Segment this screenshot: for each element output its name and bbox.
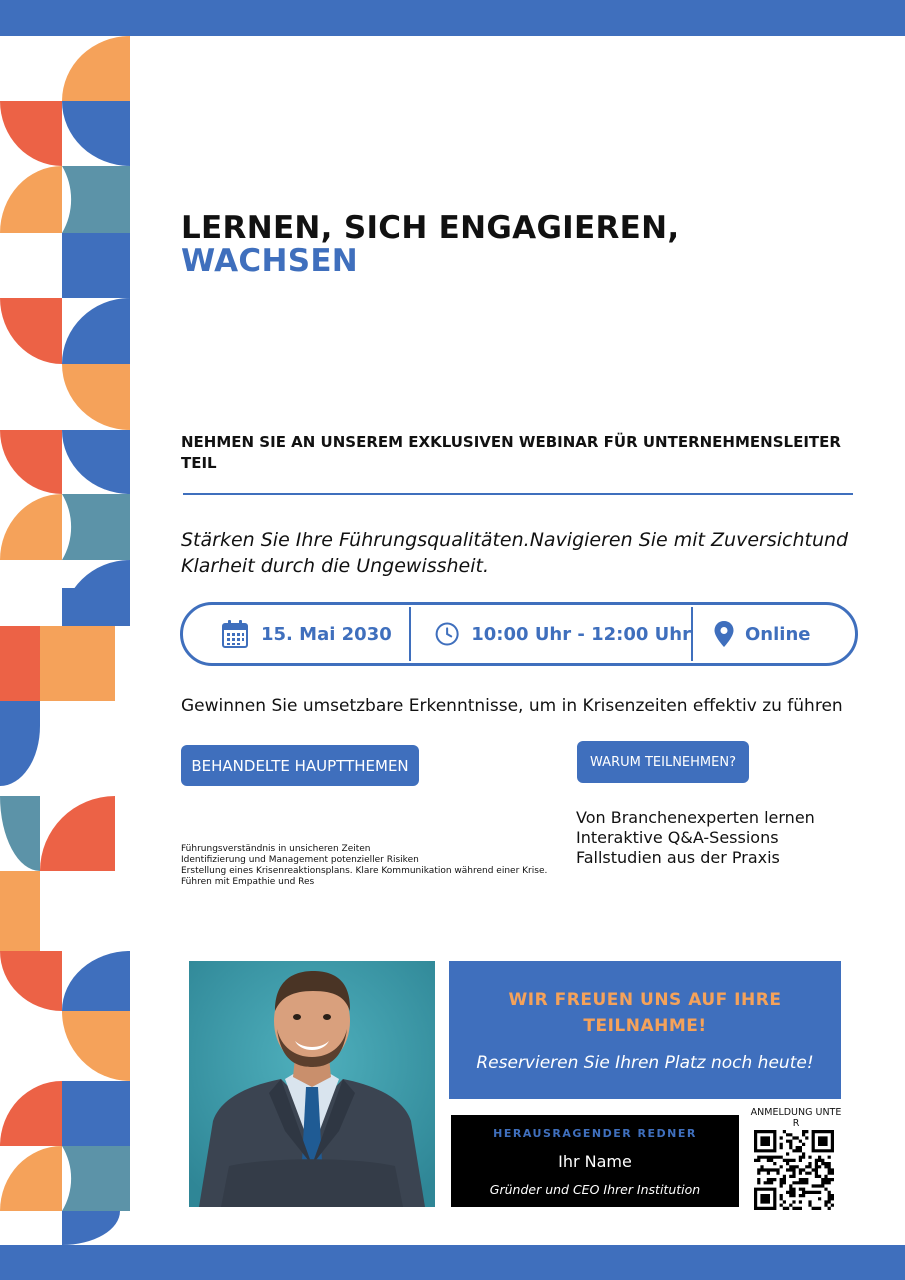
clock-icon bbox=[435, 619, 459, 649]
event-location-label: Online bbox=[745, 623, 811, 645]
speaker-role: Gründer und CEO Ihrer Institution bbox=[489, 1182, 701, 1197]
speaker-box bbox=[451, 1115, 739, 1207]
event-location bbox=[693, 605, 855, 663]
calendar-icon bbox=[221, 619, 249, 649]
list-item: Führen mit Empathie und Res bbox=[181, 877, 315, 887]
subtitle: NEHMEN SIE AN UNSEREM EXKLUSIVEN WEBINAR FÜR UNTERNEHMENSLEITER TEIL bbox=[181, 433, 841, 472]
event-date-label: 15. Mai 2030 bbox=[261, 623, 392, 645]
list-item: Führungsverständnis in unsicheren Zeiten bbox=[181, 844, 371, 854]
gain-text: Gewinnen Sie umsetzbare Erkenntnisse, um in Krisenzeiten effektiv zu führen bbox=[181, 696, 843, 716]
speaker-photo bbox=[189, 961, 435, 1207]
welcome-title: WIR FREUEN UNS AUF IHRE TEILNAHME! bbox=[508, 990, 782, 1036]
speaker-kicker: HERAUSRAGENDER REDNER bbox=[493, 1127, 697, 1140]
list-item: Von Branchenexperten lernen bbox=[576, 808, 815, 827]
top-bar bbox=[0, 0, 905, 36]
location-pin-icon bbox=[713, 620, 735, 648]
bottom-bar bbox=[0, 1245, 905, 1280]
list-item: Interaktive Q&A-Sessions bbox=[576, 828, 779, 847]
speaker-name: Ihr Name bbox=[558, 1152, 632, 1171]
divider bbox=[183, 493, 853, 495]
welcome-subtitle: Reservieren Sie Ihren Platz noch heute! bbox=[476, 1053, 814, 1073]
event-time-label: 10:00 Uhr - 12:00 Uhr bbox=[471, 623, 691, 645]
decorative-pattern bbox=[0, 36, 130, 1245]
qr-code-icon[interactable] bbox=[754, 1130, 834, 1210]
title-main: LERNEN, SICH ENGAGIEREN, bbox=[181, 210, 680, 246]
tagline: Stärken Sie Ihre Führungsqualitäten.Navigieren Sie mit Zuversichtund Klarheit durch die Ungewissheit. bbox=[181, 529, 849, 577]
why-attend-button[interactable]: WARUM TEILNEHMEN? bbox=[577, 741, 749, 783]
topics-list bbox=[181, 844, 561, 888]
registration-label: ANMELDUNG UNTER bbox=[750, 1107, 842, 1129]
event-info-bar bbox=[180, 602, 858, 666]
speaker-illustration bbox=[189, 961, 435, 1207]
page-title bbox=[181, 212, 851, 278]
welcome-box bbox=[449, 961, 841, 1099]
list-item: Erstellung eines Krisenreaktionsplans. Klare Kommunikation während einer Krise. bbox=[181, 866, 548, 876]
topics-button[interactable]: BEHANDELTE HAUPTTHEMEN bbox=[181, 745, 419, 786]
list-item: Identifizierung und Management potenzieller Risiken bbox=[181, 855, 419, 865]
why-list bbox=[576, 808, 876, 868]
list-item: Fallstudien aus der Praxis bbox=[576, 848, 780, 867]
event-date bbox=[183, 605, 409, 663]
event-time bbox=[411, 605, 691, 663]
title-accent: WACHSEN bbox=[181, 243, 359, 279]
